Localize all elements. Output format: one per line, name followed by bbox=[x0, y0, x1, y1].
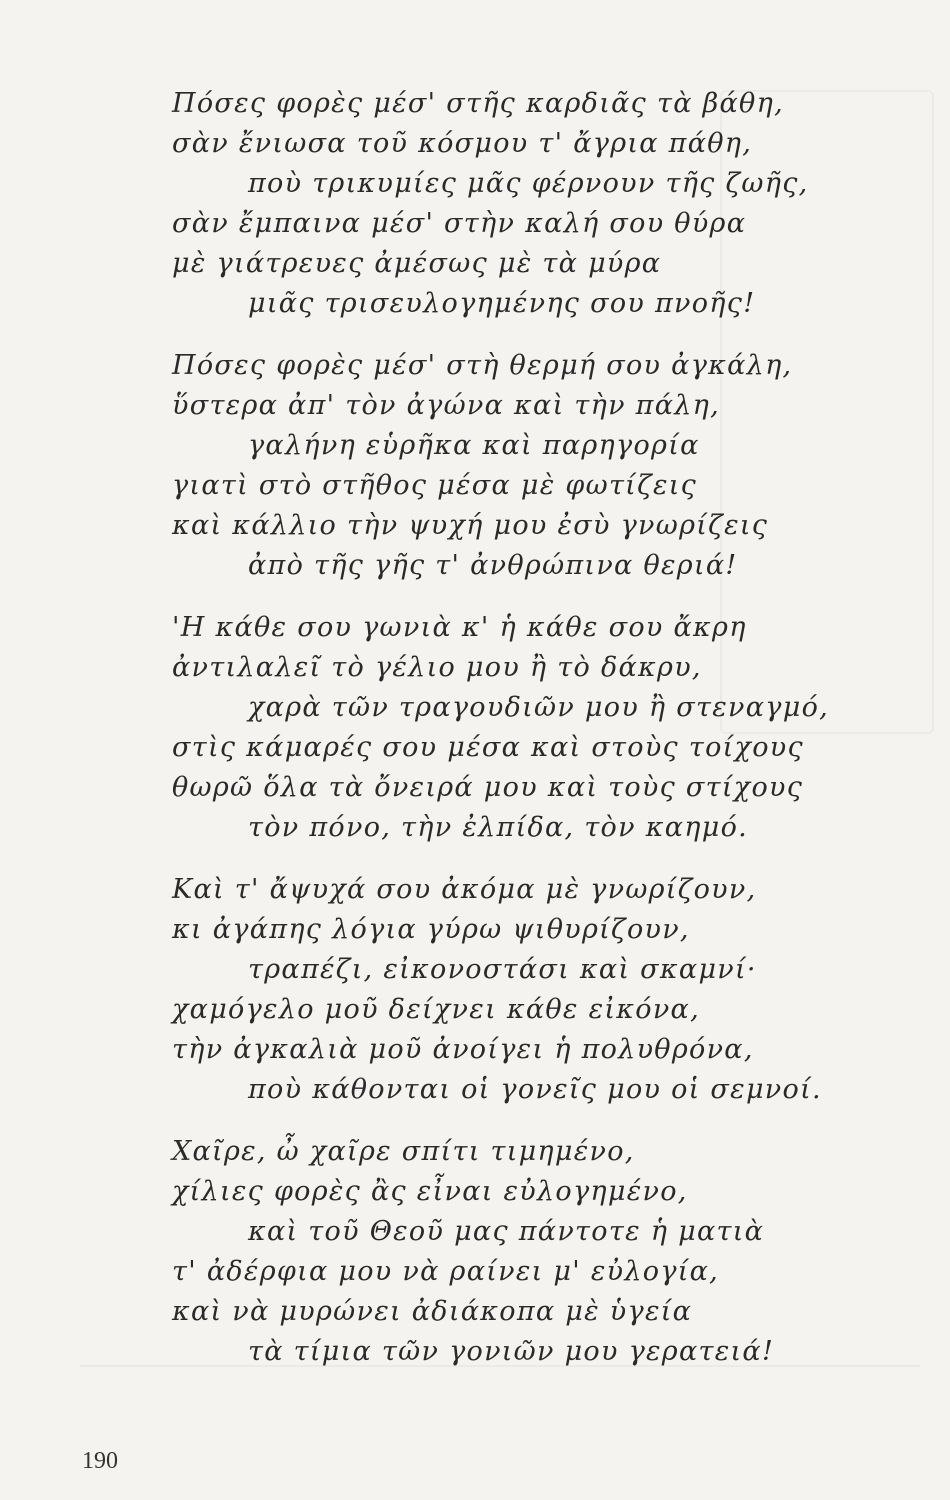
poem-line: καὶ τοῦ Θεοῦ μας πάντοτε ἡ ματιὰ bbox=[248, 1216, 765, 1247]
poem-line: ἀντιλαλεῖ τὸ γέλιο μου ἢ τὸ δάκρυ, bbox=[172, 652, 702, 683]
poem-line: μιᾶς τρισευλογημένης σου πνοῆς! bbox=[248, 288, 756, 319]
poem-line: Χαῖρε, ὦ χαῖρε σπίτι τιμημένο, bbox=[172, 1136, 635, 1167]
poem-line: καὶ νὰ μυρώνει ἀδιάκοπα μὲ ὑγεία bbox=[172, 1296, 693, 1327]
poem-line: τ' ἀδέρφια μου νὰ ραίνει μ' εὐλογία, bbox=[172, 1256, 720, 1287]
poem-line: τὴν ἀγκαλιὰ μοῦ ἀνοίγει ἡ πολυθρόνα, bbox=[172, 1034, 754, 1065]
poem-line: θωρῶ ὅλα τὰ ὄνειρά μου καὶ τοὺς στίχους bbox=[172, 772, 804, 803]
poem-line: Πόσες φορὲς μέσ' στὴ θερμή σου ἀγκάλη, bbox=[172, 350, 793, 381]
poem-line: μὲ γιάτρευες ἀμέσως μὲ τὰ μύρα bbox=[172, 248, 662, 279]
poem-line: γιατὶ στὸ στῆθος μέσα μὲ φωτίζεις bbox=[172, 470, 698, 501]
poem-line: τὸν πόνο, τὴν ἐλπίδα, τὸν καημό. bbox=[248, 812, 749, 843]
poem-line: σὰν ἔμπαινα μέσ' στὴν καλή σου θύρα bbox=[172, 208, 747, 239]
poem-line: χαρὰ τῶν τραγουδιῶν μου ἢ στεναγμό, bbox=[248, 692, 830, 723]
stanza-2 bbox=[172, 346, 832, 586]
poem bbox=[172, 84, 832, 1394]
page-number: 190 bbox=[82, 1448, 118, 1474]
poem-line: τραπέζι, εἰκονοστάσι καὶ σκαμνί· bbox=[248, 954, 757, 985]
poem-line: ποὺ τρικυμίες μᾶς φέρνουν τῆς ζωῆς, bbox=[248, 168, 809, 199]
poem-line: καὶ κάλλιο τὴν ψυχή μου ἐσὺ γνωρίζεις bbox=[172, 510, 769, 541]
stanza-1 bbox=[172, 84, 832, 324]
poem-line: Καὶ τ' ἄψυχά σου ἀκόμα μὲ γνωρίζουν, bbox=[172, 874, 757, 905]
poem-line: γαλήνη εὑρῆκα καὶ παρηγορία bbox=[248, 430, 700, 461]
poem-line: στὶς κάμαρές σου μέσα καὶ στοὺς τοίχους bbox=[172, 732, 804, 763]
poem-line: 'Η κάθε σου γωνιὰ κ' ἡ κάθε σου ἄκρη bbox=[172, 612, 747, 643]
stanza-5 bbox=[172, 1132, 832, 1372]
poem-line: ποὺ κάθονται οἱ γονεῖς μου οἱ σεμνοί. bbox=[248, 1074, 822, 1105]
poem-line: τὰ τίμια τῶν γονιῶν μου γερατειά! bbox=[248, 1336, 775, 1367]
poem-line: ὕστερα ἀπ' τὸν ἀγώνα καὶ τὴν πάλη, bbox=[172, 390, 721, 421]
poem-line: σὰν ἔνιωσα τοῦ κόσμου τ' ἄγρια πάθη, bbox=[172, 128, 753, 159]
stanza-4 bbox=[172, 870, 832, 1110]
poem-line: χαμόγελο μοῦ δείχνει κάθε εἰκόνα, bbox=[172, 994, 700, 1025]
poem-line: Πόσες φορὲς μέσ' στῆς καρδιᾶς τὰ βάθη, bbox=[172, 88, 784, 119]
poem-line: ἀπὸ τῆς γῆς τ' ἀνθρώπινα θεριά! bbox=[248, 550, 738, 581]
stanza-3 bbox=[172, 608, 832, 848]
poem-line: χίλιες φορὲς ἂς εἶναι εὐλογημένο, bbox=[172, 1176, 688, 1207]
poem-line: κι ἀγάπης λόγια γύρω ψιθυρίζουν, bbox=[172, 914, 690, 945]
